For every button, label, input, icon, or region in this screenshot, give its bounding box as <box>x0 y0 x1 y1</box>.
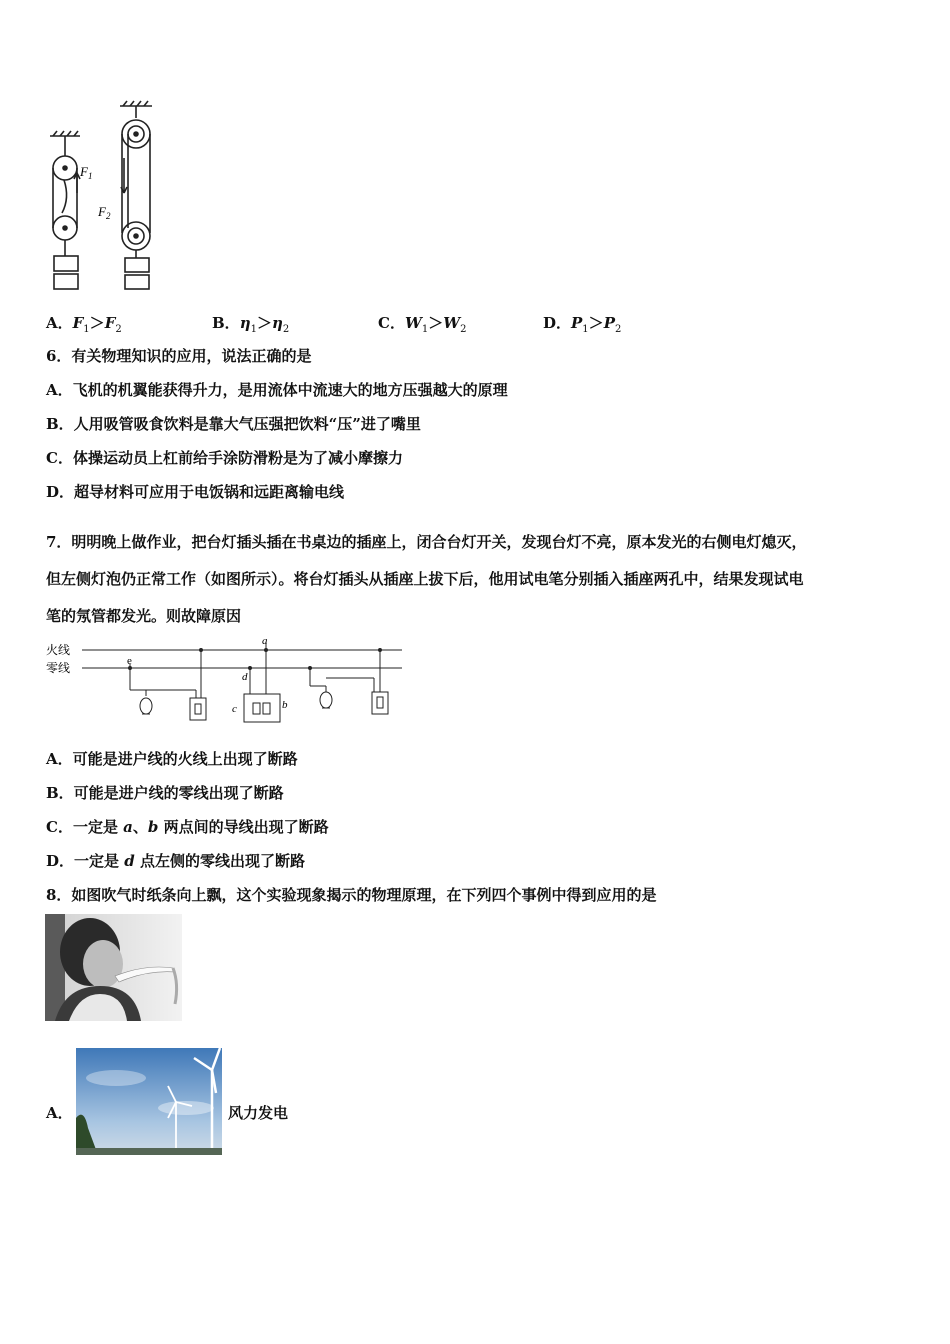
q8-stem: 8．如图吹气时纸条向上飘，这个实验现象揭示的物理原理，在下列四个事例中得到应用的是 <box>46 886 657 904</box>
q7-stem-line-1: 7．明明晚上做作业，把台灯插头插在书桌边的插座上，闭合台灯开关，发现台灯不亮，原本发光的右侧电灯熄灭， <box>46 533 807 551</box>
q6-option-c[interactable]: C．体操运动员上杠前给手涂防滑粉是为了减小摩擦力 <box>46 449 403 467</box>
q6-option-b[interactable]: B．人用吸管吸食饮料是靠大气压强把饮料“压”进了嘴里 <box>46 415 421 433</box>
pulley-figure <box>40 98 170 298</box>
q6-stem: 6．有关物理知识的应用，说法正确的是 <box>46 347 312 365</box>
f1-label: $F_1$ <box>80 164 93 181</box>
q5-option-a[interactable]: A．$F_1>F_2$ <box>46 314 122 335</box>
q8-option-a-text: 风力发电 <box>228 1104 289 1122</box>
q7-stem-line-2: 但左侧灯泡仍正常工作（如图所示）。将台灯插头从插座上拔下后，他用试电笔分别插入插座两孔中，结果发现试电 <box>46 570 804 588</box>
q7-option-a[interactable]: A．可能是进户线的火线上出现了断路 <box>46 750 298 768</box>
point-d-label: d <box>242 671 248 683</box>
neutral-wire-label: 零线 <box>46 661 71 675</box>
point-c-label: c <box>232 703 237 715</box>
q5-option-b[interactable]: B．$\eta_1>\eta_2$ <box>212 314 290 335</box>
boy-blowing-photo <box>45 914 182 1021</box>
q6-option-d[interactable]: D．超导材料可应用于电饭锅和远距离输电线 <box>46 483 345 501</box>
q8-option-a-label[interactable]: A． <box>46 1104 73 1122</box>
point-a-label: a <box>262 635 268 647</box>
circuit-diagram <box>44 634 406 726</box>
q7-stem-line-3: 笔的氖管都发光。则故障原因 <box>46 607 242 625</box>
point-e-label: e <box>127 655 132 667</box>
q5-option-c[interactable]: C．$W_1>W_2$ <box>378 314 467 335</box>
q7-option-b[interactable]: B．可能是进户线的零线出现了断路 <box>46 784 284 802</box>
q7-option-d[interactable]: D．一定是 d 点左侧的零线出现了断路 <box>46 852 305 870</box>
q5-option-d[interactable]: D．$P_1>P_2$ <box>543 314 622 335</box>
q6-option-a[interactable]: A．飞机的机翼能获得升力，是用流体中流速大的地方压强越大的原理 <box>46 381 508 399</box>
q7-option-c[interactable]: C．一定是 a、b 两点间的导线出现了断路 <box>46 818 329 836</box>
wind-turbine-photo[interactable] <box>76 1048 222 1155</box>
point-b-label: b <box>282 699 288 711</box>
f2-label: $F_2$ <box>98 204 111 221</box>
live-wire-label: 火线 <box>46 643 71 657</box>
